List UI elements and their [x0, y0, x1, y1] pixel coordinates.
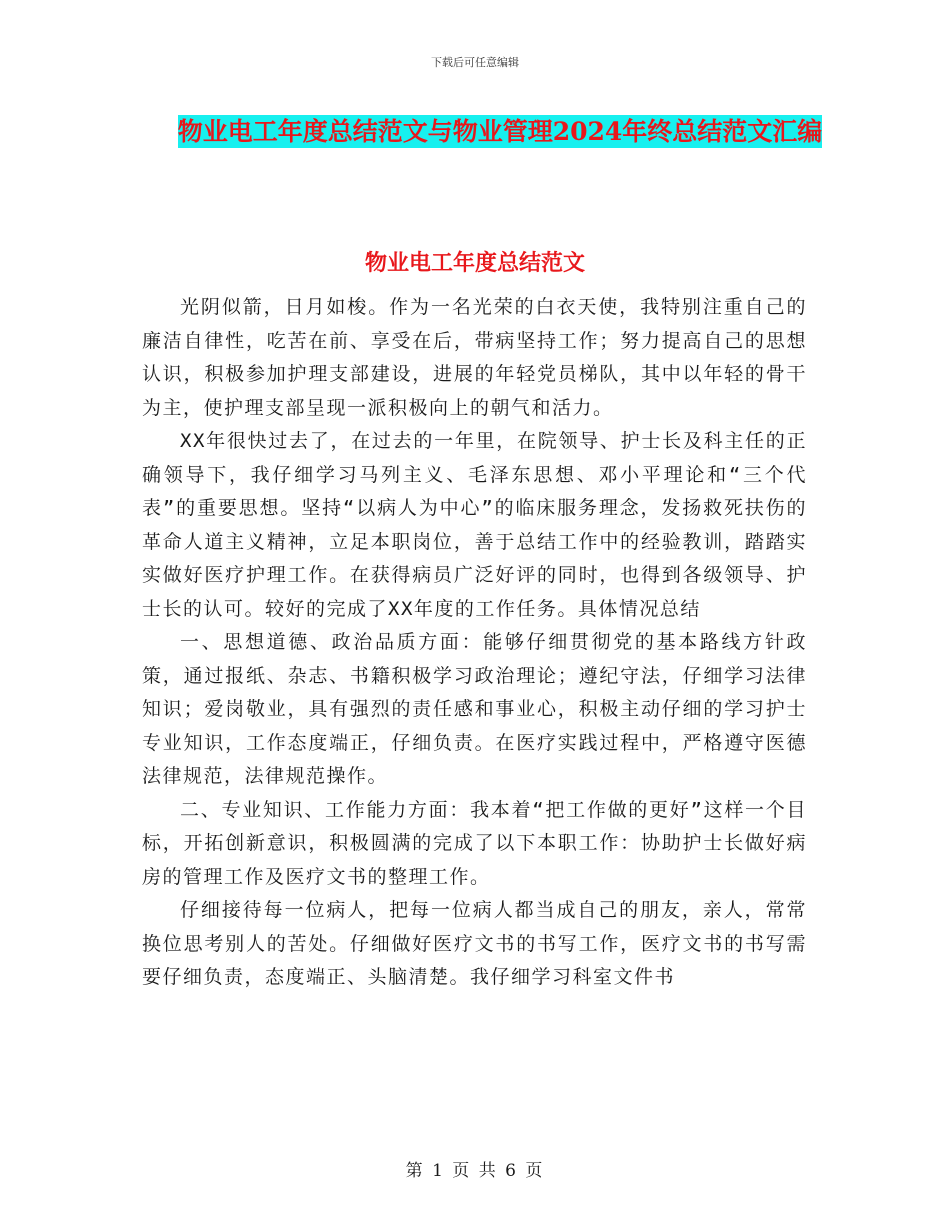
document-body [142, 291, 807, 995]
paragraph: 二、专业知识、工作能力方面：我本着“把工作做的更好”这样一个目标，开拓创新意识，积极圆满的完成了以下本职工作：协助护士长做好病房的管理工作及医疗文书的整理工作。 [142, 798, 807, 888]
section-title: 物业电工年度总结范文 [364, 250, 585, 276]
page-number: 第 1 页 共 6 页 [405, 1161, 545, 1181]
paragraph: 光阴似箭，日月如梭。作为一名光荣的白衣天使，我特别注重自己的廉洁自律性，吃苦在前、享受在后，带病坚持工作；努力提高自己的思想认识，积极参加护理支部建设，进展的年轻党员梯队，其中以年轻的骨干为主，使护理支部呈现一派积极向上的朝气和活力。 [142, 296, 807, 419]
document-title-text: 物业电工年度总结范文与物业管理2024年终总结范文汇编 [177, 117, 823, 146]
paragraph: 一、思想道德、政治品质方面：能够仔细贯彻党的基本路线方针政策，通过报纸、杂志、书籍积极学习政治理论；遵纪守法，仔细学习法律知识；爱岗敬业，具有强烈的责任感和事业心，积极主动仔细的学习护士专业知识，工作态度端正，仔细负责。在医疗实践过程中，严格遵守医德法律规范，法律规范操作。 [142, 631, 807, 787]
document-title [140, 110, 860, 154]
paragraph: XX年很快过去了，在过去的一年里，在院领导、护士长及科主任的正确领导下，我仔细学习马列主义、毛泽东思想、邓小平理论和“三个代表”的重要思想。坚持“以病人为中心”的临床服务理念，发扬救死扶伤的革命人道主义精神，立足本职岗位，善于总结工作中的经验教训，踏踏实实做好医疗护理工作。在获得病员广泛好评的同时，也得到各级领导、护士长的认可。较好的完成了XX年度的工作任务。具体情况总结 [142, 430, 807, 620]
header-note: 下载后可任意编辑 [431, 56, 519, 69]
paragraph: 仔细接待每一位病人，把每一位病人都当成自己的朋友，亲人，常常换位思考别人的苦处。仔细做好医疗文书的书写工作，医疗文书的书写需要仔细负责，态度端正、头脑清楚。我仔细学习科室文件书 [142, 899, 807, 988]
